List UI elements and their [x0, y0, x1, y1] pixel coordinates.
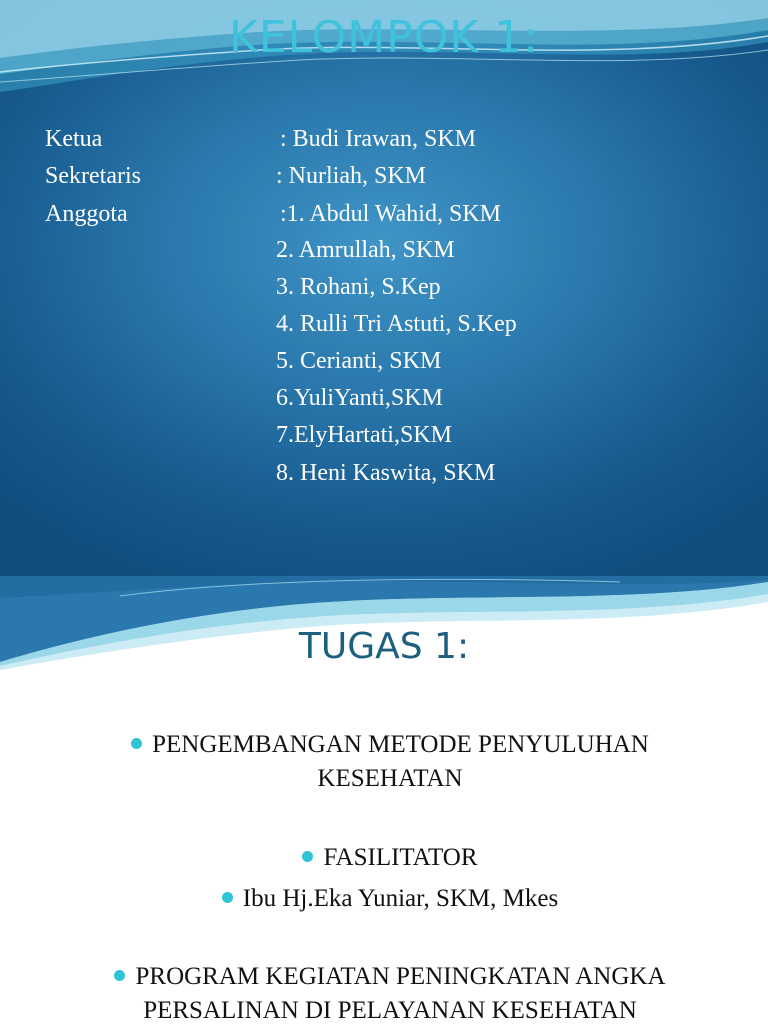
bullet-dot-icon [114, 970, 125, 981]
bullet-dot-icon [302, 851, 313, 862]
roster-value-ketua: : Budi Irawan, SKM [280, 126, 476, 152]
roster-value-sekretaris: : Nurliah, SKM [276, 163, 426, 189]
bullet-item [60, 882, 720, 916]
roster-label-sekretaris: Sekretaris [45, 163, 141, 189]
bullet-item [60, 960, 720, 1024]
bullet-text: PENGEMBANGAN METODE PENYULUHAN [152, 731, 649, 758]
roster-label-ketua: Ketua [45, 126, 103, 152]
slide-2-title: TUGAS 1: [298, 626, 470, 667]
bullet-text-continued: PERSALINAN DI PELAYANAN KESEHATAN [143, 997, 637, 1024]
member-item: 2. Amrullah, SKM [276, 237, 455, 263]
bullet-dot-icon [131, 738, 142, 749]
bullet-item [60, 841, 720, 875]
slide-1-title: KELOMPOK 1: [228, 12, 540, 63]
member-item: 7.ElyHartati,SKM [276, 422, 452, 448]
roster-label-anggota: Anggota [45, 201, 128, 227]
member-item: 3. Rohani, S.Kep [276, 274, 441, 300]
bullet-text: FASILITATOR [323, 844, 478, 871]
bullet-item [60, 728, 720, 796]
member-item: 5. Cerianti, SKM [276, 348, 442, 374]
bullet-dot-icon [222, 892, 233, 903]
bullet-text: Ibu Hj.Eka Yuniar, SKM, Mkes [242, 885, 559, 912]
roster-value-anggota: :1. Abdul Wahid, SKM [280, 201, 501, 227]
member-item: 8. Heni Kaswita, SKM [276, 460, 496, 486]
bullet-text: PROGRAM KEGIATAN PENINGKATAN ANGKA [135, 963, 666, 990]
slide-2 [0, 576, 768, 1024]
member-item: 4. Rulli Tri Astuti, S.Kep [276, 311, 517, 337]
bullet-text-continued: KESEHATAN [317, 765, 463, 792]
member-item: 6.YuliYanti,SKM [276, 385, 443, 411]
